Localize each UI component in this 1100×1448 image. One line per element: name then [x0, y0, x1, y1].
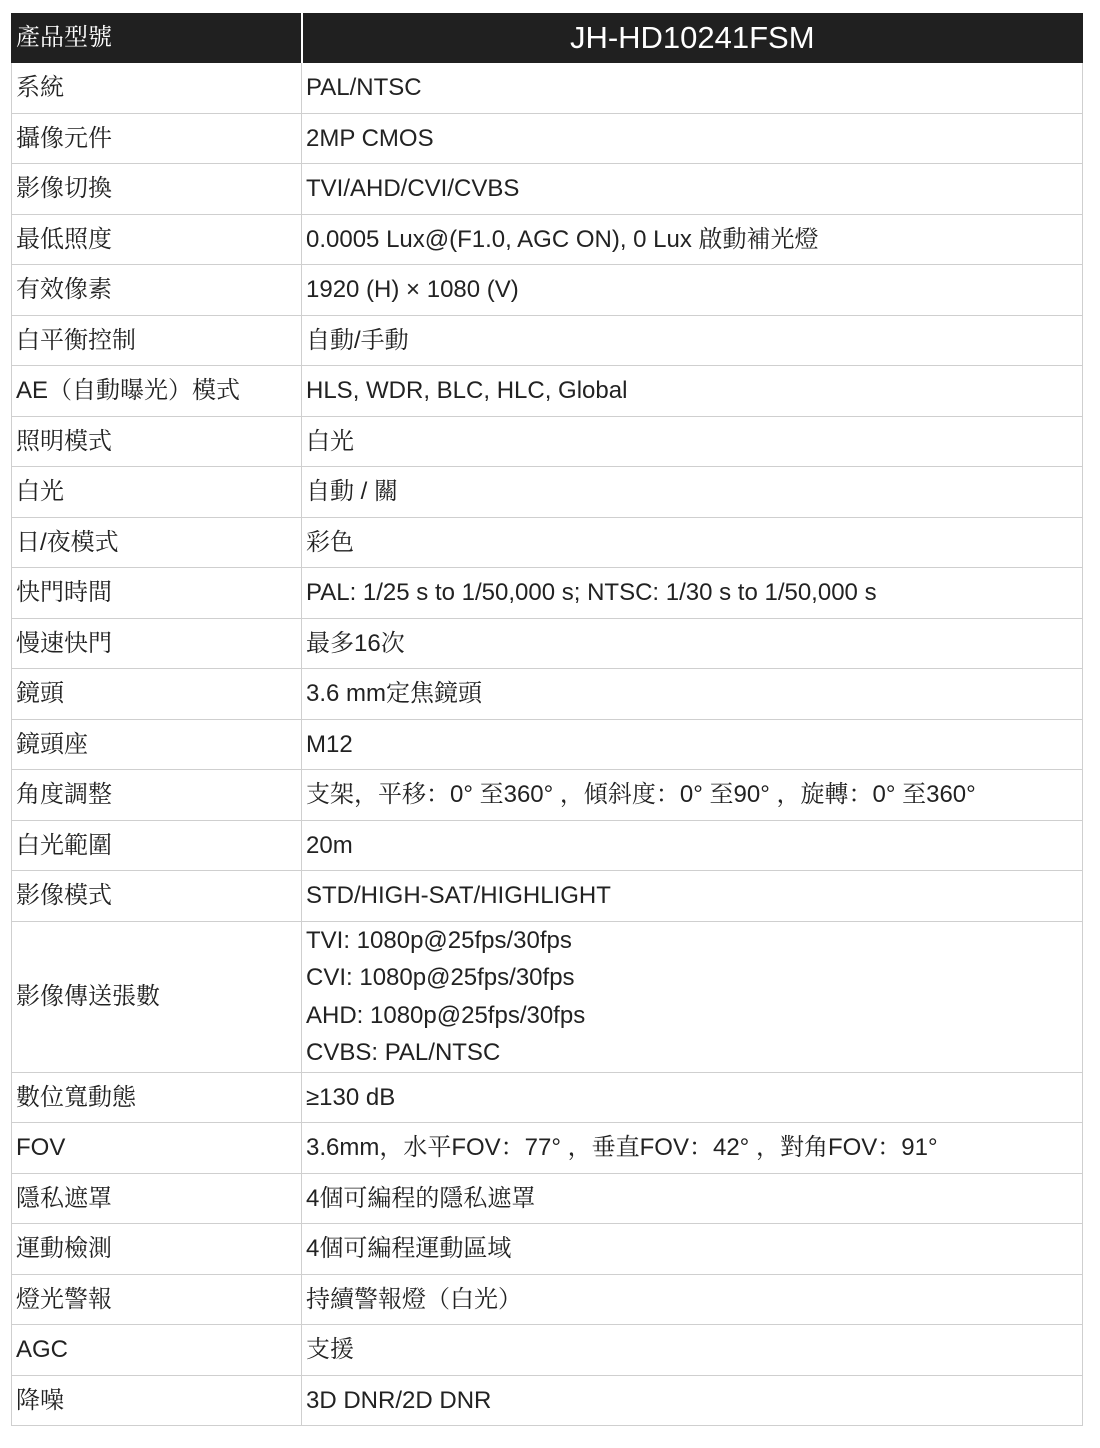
- spec-label: 最低照度: [12, 214, 302, 265]
- spec-value-line: 支援: [306, 1336, 354, 1363]
- spec-row: [12, 1173, 1083, 1224]
- spec-value: [302, 820, 1083, 871]
- spec-value: [302, 1072, 1083, 1123]
- model-number: JH-HD10241FSM: [302, 14, 1083, 63]
- spec-value: [302, 113, 1083, 164]
- spec-label: 數位寬動態: [12, 1072, 302, 1123]
- spec-label: 日/夜模式: [12, 517, 302, 568]
- spec-value: [302, 366, 1083, 417]
- spec-value: [302, 416, 1083, 467]
- spec-label: 白光範圍: [12, 820, 302, 871]
- spec-label: 白平衡控制: [12, 315, 302, 366]
- spec-row: [12, 1072, 1083, 1123]
- spec-row: [12, 1224, 1083, 1275]
- spec-label: 有效像素: [12, 265, 302, 316]
- spec-row: [12, 164, 1083, 215]
- spec-row: [12, 770, 1083, 821]
- spec-label: AGC: [12, 1325, 302, 1376]
- spec-row: [12, 669, 1083, 720]
- spec-value-line: 持續警報燈（白光）: [306, 1285, 522, 1313]
- spec-value: [302, 1123, 1083, 1174]
- spec-value: [302, 1173, 1083, 1224]
- spec-label: 降噪: [12, 1375, 302, 1426]
- spec-row: [12, 1274, 1083, 1325]
- spec-value-line: 4個可編程的隱私遮罩: [306, 1184, 536, 1212]
- spec-value-line: 自動 / 關: [306, 478, 399, 505]
- spec-value-line: 彩色: [306, 528, 354, 556]
- spec-value: [302, 921, 1083, 1072]
- spec-value-line: PAL/NTSC: [306, 74, 422, 101]
- spec-value-line: 支架，平移：0° 至360° ，傾斜度：0° 至90° ，旋轉：0° 至360°: [306, 781, 976, 808]
- spec-value: [302, 871, 1083, 922]
- header-label: 產品型號: [12, 14, 302, 63]
- spec-value: [302, 214, 1083, 265]
- spec-row: [12, 618, 1083, 669]
- spec-value: [302, 770, 1083, 821]
- spec-value-line: 3.6 mm定焦鏡頭: [306, 680, 483, 707]
- spec-value: [302, 1375, 1083, 1426]
- spec-table: [11, 13, 1083, 1426]
- spec-value-line: STD/HIGH-SAT/HIGHLIGHT: [306, 882, 611, 909]
- spec-row: [12, 921, 1083, 1072]
- spec-value-line: 0.0005 Lux@(F1.0, AGC ON), 0 Lux 啟動補光燈: [306, 225, 819, 253]
- spec-label: AE（自動曝光）模式: [12, 366, 302, 417]
- spec-value: [302, 265, 1083, 316]
- spec-label: 影像切換: [12, 164, 302, 215]
- spec-row: [12, 113, 1083, 164]
- spec-label: 影像模式: [12, 871, 302, 922]
- spec-value: [302, 719, 1083, 770]
- spec-value-line: 1920 (H) × 1080 (V): [306, 276, 519, 303]
- spec-value: [302, 568, 1083, 619]
- spec-value-line: 20m: [306, 831, 353, 859]
- spec-value-line: 2MP CMOS: [306, 124, 434, 152]
- spec-value: [302, 517, 1083, 568]
- spec-value: [302, 618, 1083, 669]
- spec-label: 快門時間: [12, 568, 302, 619]
- spec-value: [302, 467, 1083, 518]
- spec-row: [12, 315, 1083, 366]
- spec-value-line: AHD: 1080p@25fps/30fps: [306, 1001, 586, 1029]
- spec-label: 系統: [12, 63, 302, 114]
- spec-value: [302, 1224, 1083, 1275]
- spec-row: [12, 568, 1083, 619]
- spec-value-line: 4個可編程運動區域: [306, 1235, 512, 1262]
- spec-value-line: TVI/AHD/CVI/CVBS: [306, 175, 520, 202]
- spec-value: [302, 669, 1083, 720]
- spec-row: [12, 1375, 1083, 1426]
- spec-value-line: 自動/手動: [306, 326, 409, 354]
- spec-label: 運動檢測: [12, 1224, 302, 1275]
- spec-value-line: CVBS: PAL/NTSC: [306, 1039, 501, 1066]
- spec-value: [302, 63, 1083, 114]
- spec-value-line: CVI: 1080p@25fps/30fps: [306, 964, 575, 991]
- spec-value-line: M12: [306, 730, 353, 758]
- spec-label: 白光: [12, 467, 302, 518]
- spec-row: [12, 416, 1083, 467]
- spec-row: [12, 1123, 1083, 1174]
- spec-row: [12, 719, 1083, 770]
- spec-value: [302, 1274, 1083, 1325]
- spec-row: [12, 366, 1083, 417]
- spec-label: 隱私遮罩: [12, 1173, 302, 1224]
- spec-value-line: HLS, WDR, BLC, HLC, Global: [306, 377, 628, 404]
- spec-label: 鏡頭座: [12, 719, 302, 770]
- spec-value: [302, 315, 1083, 366]
- spec-label: 影像傳送張數: [12, 921, 302, 1072]
- spec-row: [12, 467, 1083, 518]
- spec-row: [12, 214, 1083, 265]
- spec-label: 慢速快門: [12, 618, 302, 669]
- spec-value-line: 3D DNR/2D DNR: [306, 1386, 492, 1414]
- spec-label: 角度調整: [12, 770, 302, 821]
- spec-label: 燈光警報: [12, 1274, 302, 1325]
- spec-label: 鏡頭: [12, 669, 302, 720]
- spec-body: [12, 63, 1083, 1426]
- spec-value-line: PAL: 1/25 s to 1/50,000 s; NTSC: 1/30 s to 1/50,000 s: [306, 579, 877, 606]
- spec-row: [12, 1325, 1083, 1376]
- spec-value-line: ≥130 dB: [306, 1083, 396, 1111]
- spec-row: [12, 265, 1083, 316]
- spec-value-line: TVI: 1080p@25fps/30fps: [306, 926, 572, 954]
- spec-value-line: 最多16次: [306, 629, 405, 657]
- spec-label: FOV: [12, 1123, 302, 1174]
- spec-row: [12, 517, 1083, 568]
- header-row: [12, 14, 1083, 63]
- spec-row: [12, 871, 1083, 922]
- spec-row: [12, 63, 1083, 114]
- spec-value: [302, 164, 1083, 215]
- spec-label: 照明模式: [12, 416, 302, 467]
- spec-value-line: 白光: [306, 427, 354, 455]
- spec-label: 攝像元件: [12, 113, 302, 164]
- spec-row: [12, 820, 1083, 871]
- spec-value: [302, 1325, 1083, 1376]
- spec-value-line: 3.6mm，水平FOV：77° ，垂直FOV：42° ，對角FOV：91°: [306, 1134, 938, 1161]
